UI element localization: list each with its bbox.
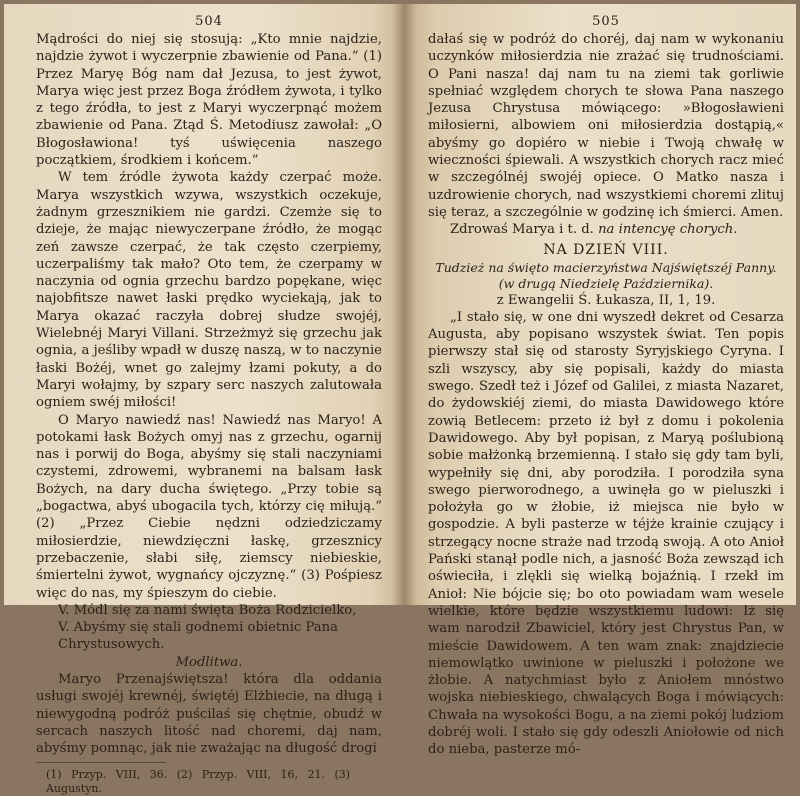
footnote-rule [36, 762, 166, 763]
left-page [4, 4, 404, 796]
paragraph: Mądrości do niej się stosują: „Kto mnie najdzie, najdzie żywot i wyczerpnie zbawienie od Pana.“ (1) Przez Maryę Bóg nam dał Jezusa, to jest żywot, Marya więc jest przez Boga źródłem żywota, i tylko z tego źródła, to jest z Maryi wyczerpnąć możem zbawienie od Pana. Ztąd Ś. Metodiusz zawołał: „O Błogosławiona! tyś uświęcenia naszego początkiem, środkiem i końcem.“ [36, 32, 382, 169]
paragraph: W tem źródle żywota każdy czerpać może. Marya wszystkich wzywa, wszystkich oczekuje, żadnym grzesznikiem nie gardzi. Czemże się to dzieje, że mając niewyczerpane źródło, że mogąc zeń zawsze czerpać, że tak często czerpiemy, uczerpaliśmy tak mało? Oto tem, że czerpamy w naczynia od ognia grzechu bardzo popękane, więc najobfitsze nawet łaski prędko wyciekają, jak to Marya okazać raczyła dobrej słudze swojéj, Wielebnéj Maryi Villani. Strzeżmyż się grzechu jak ognia, a jeśliby wpadł w duszę naszą, w to naczynie łaski Bożéj, wnet go zalejmy łzami pokuty, a do Maryi wołajmy, by szpary serc naszych zalutowała ogniem swéj miłości! [36, 170, 382, 411]
book-spread [4, 4, 796, 796]
footnotes: (1) Przyp. VIII, 36. (2) Przyp. VIII, 16, 21. (3) Augustyn. [46, 768, 351, 796]
paragraph: Maryo Przenajświętsza! która dla oddania usługi swojéj krewnéj, świętéj Elżbiecie, na długą i niewygodną podróż puścilaś się chętnie, obudź w sercach naszych litość nad choremi, daj nam, abyśmy pomnąc, jak nie zważając na długość drogi [36, 671, 382, 757]
gospel-text: „I stało się, w one dni wyszedł dekret od Cesarza Augusta, aby popisano wszystek świat. Ten popis pierwszy stał się od starosty Syryjskiego Cyryna. I szli wszyscy, aby się popisali, każdy do miasta swego. Szedł też i Józef od Galilei, z miasta Nazaret, do żydowskiéj ziemi, do miasta Dawidowego które zowią Betlecem: przeto iż był z domu i pokolenia Dawidowego. Aby był popisan, z Maryą poślubioną sobie małżonką brzemienną. I stało się gdy tam byli, wypełniły się dni, aby porodziła. I porodziła syna swego pierworodnego, a uwinęła go w pieluszki i położyła go w żłobie, iż miejsca nie było w gospodzie. A byli pasterze w téjże krainie czujący i strzegący nocne straże nad trzodą swoją. A oto Anioł Pański stanął podle nich, a jasność Boża zewsząd ich oświeciła, i zlękli się wielką bojaźnią. I rzekł im Anioł: Nie bójcie się; bo oto powiadam wam wesele wielkie, które będzie wszystkiemu ludowi: Iż się wam narodził Zbawiciel, który jest Chrystus Pan, w mieście Dawidowem. A ten wam znak: znajdziecie niemowlątko uwinione w pieluszki i położone we żłobie. A natychmiast było z Aniołem mnóstwo wojska niebieskiego, chwalących Boga i mówiących: Chwała na wysokości Bogu, a na ziemi pokój ludziom dobréj woli. I stało się gdy odeszli Aniołowie od nich do nieba, pasterze mó- [428, 309, 784, 758]
prayer-title: Modlitwa. [175, 654, 243, 670]
feast-date: (w drugą Niedzielę Października). [498, 275, 714, 291]
zdrowas-lead: Zdrowaś Marya i t. d. [450, 222, 594, 238]
gospel-reference: z Ewangelii Ś. Łukasza, II, 1, 19. [496, 292, 716, 308]
versicle: V. Módl się za nami święta Boża Rodzicielko, [58, 602, 357, 618]
page-number: 505 [592, 14, 620, 29]
zdrowas-intention: na intencyę chorych. [598, 222, 738, 238]
zdrowas-line [450, 221, 784, 238]
day-heading: NA DZIEŃ VIII. [543, 241, 669, 258]
paragraph: O Maryo nawiedź nas! Nawiedź nas Maryo! A potokami łask Bożych omyj nas z grzechu, ogarnij nas i porwij do Boga, abyśmy się stali naczyniami czystemi, zdrowemi, wybranemi na balsam łask Bożych, na dary ducha świętego. „Przy tobie są „bogactwa, abyś ubogacila tych, którzy cię miłują.“ (2) „Przez Ciebie nędzni odziedziczamy miłosierdzie, niewdzięczni łaskę, grzesznicy przebaczenie, słabi siłę, ziemscy niebieskie, śmiertelni żywot, wygnańcy ojczyznę.“ (3) Pośpiesz więc do nas, my śpieszym do ciebie. [36, 412, 382, 601]
page-number: 504 [195, 14, 223, 29]
paragraph: dałaś się w podróż do choréj, daj nam w wykonaniu uczynków miłosierdzia nie zrażać się trudnościami. O Pani nasza! daj nam tu na ziemi tak gorliwie spełniać względem chorych te słowa Pana naszego Jezusa Chrystusa mówiącego: »Błogosławieni miłosierni, albowiem oni miłosierdzia dostąpią,« abyśmy go dopiéro w niebie i Twoją chwałę w wieczności śpiewali. A wszystkich chorych racz mieć w szczególnéj swojéj opiece. O Matko nasza i uzdrowienie chorych, nad wszystkiemi choremi zlituj się teraz, a szczególnie w godzinę ich śmierci. Amen. [428, 32, 784, 220]
versicle: V. Abyśmy się stali godnemi obietnic Pana Chrystusowych. [58, 620, 338, 653]
right-page [404, 4, 796, 758]
feast-subtitle: Tudzież na święto macierzyństwa Najświętszéj Panny. [435, 259, 777, 275]
